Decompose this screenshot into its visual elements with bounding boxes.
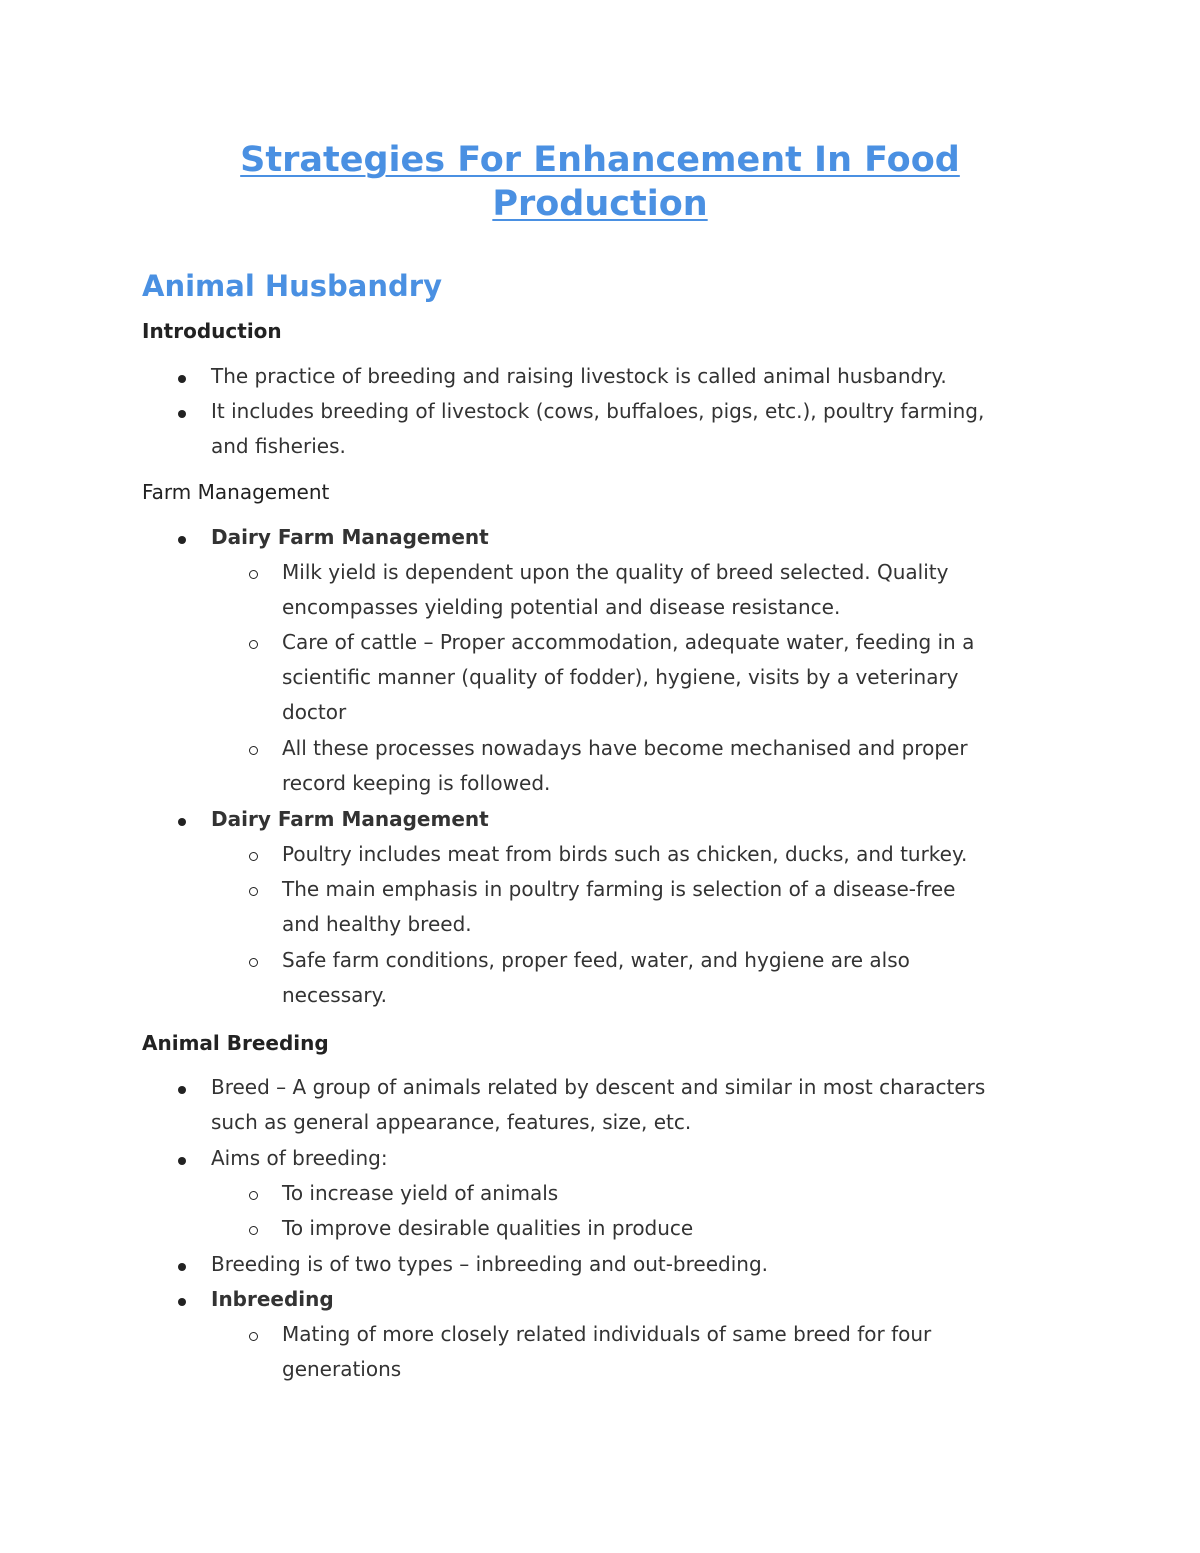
sub-list-item: Mating of more closely related individuals of same breed for four — [282, 1322, 932, 1346]
sub-list-item: To improve desirable qualities in produce — [282, 1216, 694, 1240]
list-item-poultry-management: Dairy Farm Management — [211, 807, 489, 831]
bullet-icon — [178, 1086, 186, 1094]
bullet-icon — [178, 1157, 186, 1165]
sub-bullet-icon — [249, 746, 258, 755]
bullet-icon — [178, 818, 186, 826]
sub-list-item-continuation: doctor — [282, 700, 347, 724]
list-item: Aims of breeding: — [211, 1146, 388, 1170]
sub-list-item: All these processes nowadays have become mechanised and proper — [282, 736, 968, 760]
sub-bullet-icon — [249, 1332, 258, 1341]
sub-bullet-icon — [249, 1191, 258, 1200]
list-item: It includes breeding of livestock (cows, buffaloes, pigs, etc.), poultry farming, — [211, 399, 985, 423]
sub-list-item-continuation: necessary. — [282, 983, 387, 1007]
subheading-animal-breeding: Animal Breeding — [142, 1031, 329, 1055]
sub-list-item-continuation: record keeping is followed. — [282, 771, 551, 795]
sub-bullet-icon — [249, 852, 258, 861]
sub-bullet-icon — [249, 570, 258, 579]
list-item-inbreeding: Inbreeding — [211, 1287, 334, 1311]
list-item: Breed – A group of animals related by descent and similar in most characters — [211, 1075, 986, 1099]
sub-list-item: Care of cattle – Proper accommodation, adequate water, feeding in a — [282, 630, 975, 654]
document-title: Strategies For Enhancement In Food Production — [240, 140, 960, 224]
bullet-icon — [178, 1298, 186, 1306]
sub-list-item-continuation: and healthy breed. — [282, 912, 472, 936]
section-heading-animal-husbandry: Animal Husbandry — [142, 269, 442, 303]
sub-list-item: Poultry includes meat from birds such as chicken, ducks, and turkey. — [282, 842, 968, 866]
bullet-icon — [178, 410, 186, 418]
list-item: The practice of breeding and raising livestock is called animal husbandry. — [211, 364, 947, 388]
list-item-continuation: and fisheries. — [211, 434, 346, 458]
sub-list-item: Safe farm conditions, proper feed, water, and hygiene are also — [282, 948, 910, 972]
list-item: Breeding is of two types – inbreeding and out-breeding. — [211, 1252, 768, 1276]
subheading-farm-management: Farm Management — [142, 480, 330, 504]
sub-list-item-continuation: encompasses yielding potential and disease resistance. — [282, 595, 841, 619]
sub-list-item-continuation: scientific manner (quality of fodder), hygiene, visits by a veterinary — [282, 665, 959, 689]
subheading-introduction: Introduction — [142, 319, 282, 343]
sub-bullet-icon — [249, 640, 258, 649]
sub-bullet-icon — [249, 1226, 258, 1235]
sub-bullet-icon — [249, 887, 258, 896]
sub-list-item: Milk yield is dependent upon the quality of breed selected. Quality — [282, 560, 949, 584]
sub-list-item: The main emphasis in poultry farming is selection of a disease-free — [282, 877, 956, 901]
bullet-icon — [178, 1263, 186, 1271]
sub-bullet-icon — [249, 958, 258, 967]
sub-list-item: To increase yield of animals — [282, 1181, 559, 1205]
bullet-icon — [178, 536, 186, 544]
sub-list-item-continuation: generations — [282, 1357, 402, 1381]
bullet-icon — [178, 375, 186, 383]
list-item-continuation: such as general appearance, features, size, etc. — [211, 1110, 692, 1134]
list-item-dairy-farm-management: Dairy Farm Management — [211, 525, 489, 549]
